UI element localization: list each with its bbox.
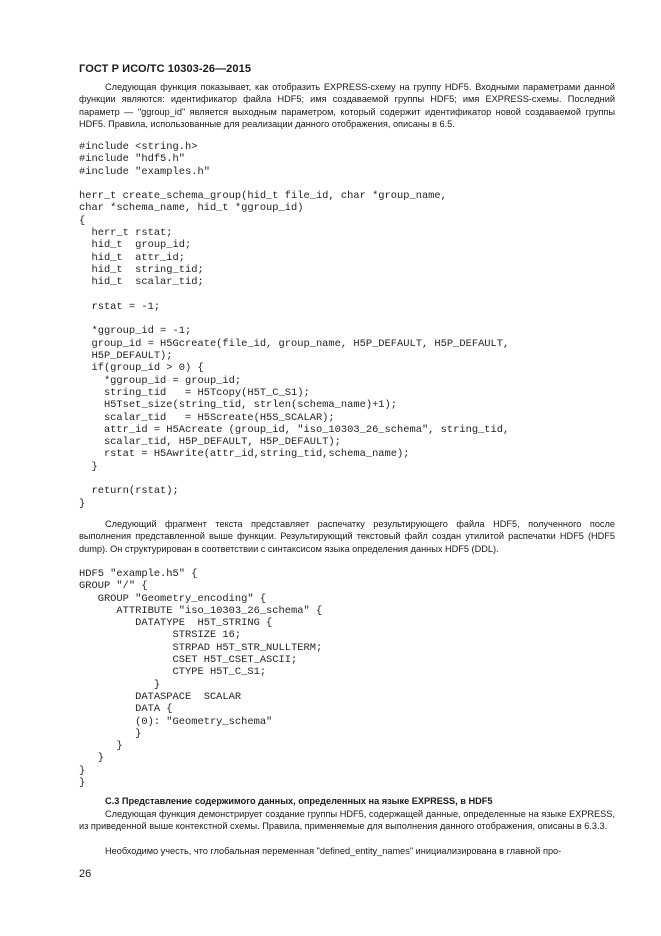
dump-description-paragraph: Следующий фрагмент текста представляет распечатку результирующего файла HDF5, полученного после выполнения представленной выше функции. Результирующий текстовый файл создан утилитой распечатки HDF5 (HDF5 dump). Он структурирован в соответствии с синтаксисом языка определения данных HDF5 (DDL). [79, 519, 615, 554]
section-heading-c3: С.3 Представление содержимого данных, определенных на языке EXPRESS, в HDF5 [105, 796, 493, 806]
page-number: 26 [79, 868, 92, 880]
standard-header: ГОСТ Р ИСО/ТС 10303-26—2015 [79, 63, 252, 75]
c-code-listing: #include <string.h> #include "hdf5.h" #include "examples.h" herr_t create_schema_group(hid_t file_id, char *group_name, char *schema_name, hid_t *ggroup_id) { herr_t rstat; hid_t group_id; hid_t attr_id; hid_t string_tid; hid_t scalar_tid; rstat = -1; *ggroup_id = -1; group_id = H5Gcreate(file_id, group_name, H5P_DEFAULT, H5P_DEFAULT, H5P_DEFAULT); if(group_id > 0) { *ggroup_id = group_id; string_tid = H5Tcopy(H5T_C_S1); H5Tset_size(string_tid, strlen(schema_name)+1); scalar_tid = H5Screate(H5S_SCALAR); attr_id = H5Acreate (group_id, "iso_10303_26_schema", string_tid, scalar_tid, H5P_DEFAULT, H5P_DEFAULT); rstat = H5Awrite(attr_id,string_tid,schema_name); } return(rstat); } [79, 141, 510, 510]
c3-paragraph: Следующая функция демонстрирует создание группы HDF5, содержащей данные, определенные на языке EXPRESS, из приведенной выше контекстной схемы. Правила, применяемые для выполнения данного отображения, описаны в 6.3.3. [79, 809, 615, 832]
hdf5-dump-listing: HDF5 "example.h5" { GROUP "/" { GROUP "Geometry_encoding" { ATTRIBUTE "iso_10303_26_schema" { DATATYPE H5T_STRING { STRSIZE 16; STRPAD H5T_STR_NULLTERM; CSET H5T_CSET_ASCII; CTYPE H5T_C_S1; } DATASPACE SCALAR DATA { (0): "Geometry_schema" } } } } } [79, 568, 323, 790]
note-paragraph: Необходимо учесть, что глобальная переменная "defined_entity_names" инициализирована в главной про- [105, 846, 562, 856]
intro-paragraph: Следующая функция показывает, как отобразить EXPRESS-схему на группу HDF5. Входными параметрами данной функции являются: идентификатор файла HDF5; имя создаваемой группы HDF5; имя EXPRESS-схемы. Последний параметр — "ggroup_id" является выходным параметром, который содержит идентификатор новой создаваемой группы HDF5. Правила, использованные для реализации данного отображения, описаны в 6.5. [79, 82, 615, 129]
